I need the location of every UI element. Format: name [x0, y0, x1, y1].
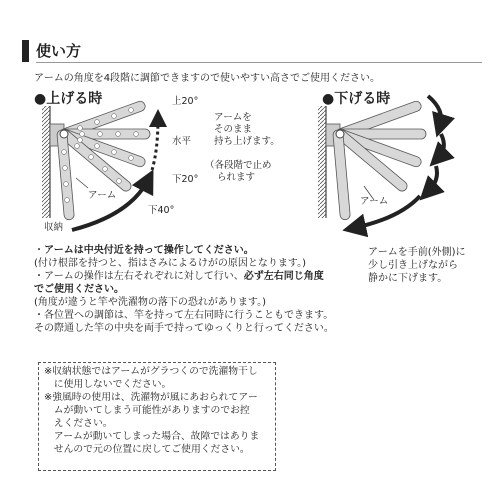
bullet-4: (角度が違うと竿や洗濯物の落下の恐れがあります。)	[34, 297, 267, 308]
lower-arrow-1	[428, 96, 441, 126]
label-up20: 上20°	[172, 96, 199, 107]
label-arm-left: アーム	[88, 190, 117, 201]
stop-note: （各段階で止め られます	[205, 160, 272, 183]
lower-arrow-3	[428, 166, 437, 192]
notes-text: ※収納状態ではアームがグラつくので洗濯物干し に使用しないでください。 ※強風時の使用は、洗濯物が風にあおられてアー ムが動いてしまう可能性がありますのでお控 えください。 アームが動いてしまった場合、故障ではありま せんので元の位置に戻してご使用ください。	[44, 366, 260, 455]
lower-diagram	[318, 96, 444, 228]
wall-right	[318, 106, 326, 218]
bullet-3: でご使用ください。	[34, 284, 124, 295]
page-title: 使い方	[36, 42, 82, 60]
raise-arrow-dotted	[152, 118, 158, 170]
label-down20: 下20°	[172, 174, 199, 185]
bullet-1: (付け根部を持つと、指はさみによるけがの原因となります。)	[34, 258, 307, 269]
label-stowed: 収納	[44, 222, 64, 233]
bullet-list	[34, 244, 334, 335]
raise-arrow	[72, 180, 148, 230]
intro-text: アームの角度を4段階に調節できますので使いやすい高さでご使用ください。	[34, 73, 381, 84]
lower-heading: ●下げる時	[322, 91, 391, 107]
raise-instruction: アームを そのまま 持ち上げます。	[214, 112, 280, 147]
raise-diagram	[42, 100, 158, 230]
bullet-5: ・各位置への調節は、竿を持って左右同時に行うこともできます。	[34, 310, 334, 321]
wall-left	[42, 106, 50, 218]
lower-arrow-2	[438, 134, 444, 158]
label-level: 水平	[172, 136, 192, 147]
label-arm-right: アーム	[360, 196, 389, 207]
bullet-2: ・アームの操作は左右それぞれに対して行い、必ず左右同じ角度	[34, 271, 324, 282]
bullet-6: その際通した竿の中央を両手で持ってゆっくりと行ってください。	[34, 323, 334, 334]
label-down40: 下40°	[148, 205, 175, 216]
bullet-0: ・アームは中央付近を持って操作してください。	[34, 245, 254, 256]
lower-instruction: アームを手前(外側)に 少し引き上げながら 静かに下げます。	[368, 247, 466, 284]
raise-heading: ●上げる時	[34, 91, 103, 107]
